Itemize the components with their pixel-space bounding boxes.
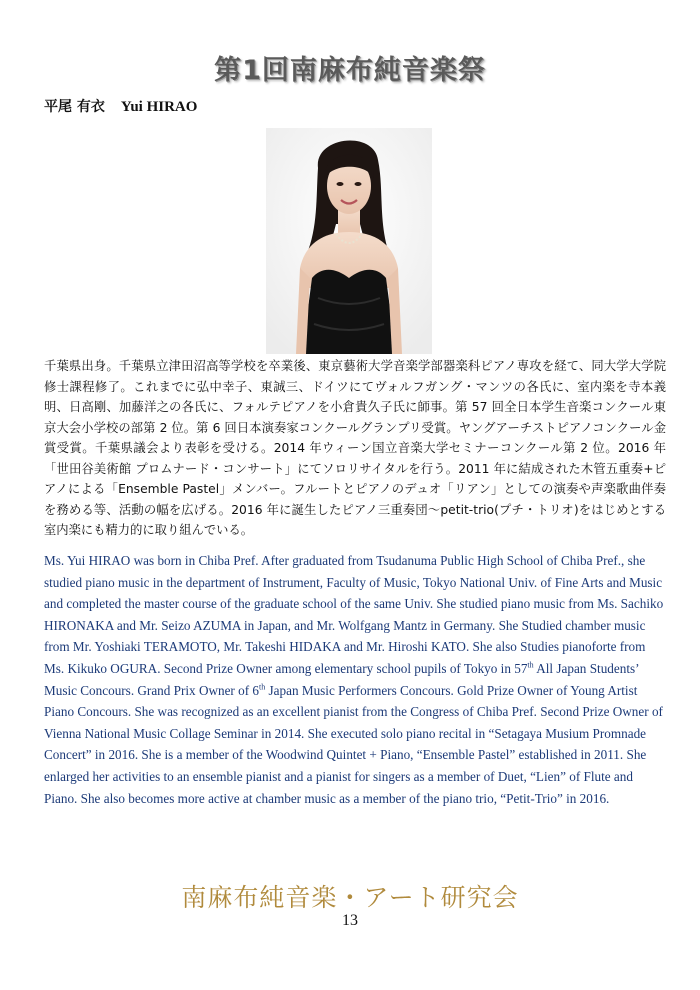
page-number: 13 [342, 912, 358, 929]
footer-organization: 南麻布純音楽・アート研究会 [181, 883, 519, 912]
performer-photo [266, 128, 432, 354]
performer-name [44, 96, 197, 116]
biography-english: Ms. Yui HIRAO was born in Chiba Pref. After graduated from Tsudanuma Public High School of Chiba Pref., she studied piano music in the department of Instrument, Faculty of Music, Tokyo National Univ. of Fine Arts and Music and completed the master course of the graduate school of the same Univ. She studied piano music from Ms. Sachiko HIRONAKA and Mr. Seizo AZUMA in Japan, and Mr. Wolfgang Mantz in Germany. She Studied chamber music from Mr. Yoshiaki TERAMOTO, Mr. Takeshi HIDAKA and Mr. Hiroshi KATO. She also Studies pianoforte from Ms. Kikuko OGURA. Second Prize Owner among elementary school pupils of Tokyo in 57th All Japan Students’ Music Concours. Grand Prix Owner of 6th Japan Music Performers Concours. Gold Prize Owner of Young Artist Piano Concours. She was recognized as an excellent pianist from the Congress of Chiba Pref. Second Prize Owner of Vienna National Music Collage Seminar in 2014. She executed solo piano recital in “Setagaya Musium Promnade Concert” in 2016. She is a member of the Woodwind Quintet + Piano, “Ensemble Pastel” established in 2011. She enlarged her activities to an ensemble pianist and a pianist for singers as a member of Duet, “Lien” of Flute and Piano. She also becomes more active at chamber music as a member of the piano trio, “Petit-Trio” in 2016. [44, 553, 664, 806]
performer-name-ja: 平尾 有衣 [44, 99, 105, 115]
biography-japanese: 千葉県出身。千葉県立津田沼高等学校を卒業後、東京藝術大学音楽学部器楽科ピアノ専攻を経て、同大学大学院修士課程修了。これまでに弘中幸子、東誠三、ドイツにてヴォルフガング・マンツの各氏に、室内楽を寺本義明、日高剛、加藤洋之の各氏に、フォルテピアノを小倉貴久子氏に師事。第 57 回全日本学生音楽コンクール東京大会小学校の部第 2 位。第 6 回日本演奏家コンクールグランプリ受賞。ヤングアーチストピアノコンクール金賞受賞。千葉県議会より表彰を受ける。2014 年ウィーン国立音楽大学セミナーコンクール第 2 位。2016 年「世田谷美術館 プロムナード・コンサート」にてソロリサイタルを行う。2011 年に結成された木管五重奏+ピアノによる「Ensemble Pastel」メンバー。フルートとピアノのデュオ「リアン」としての演奏や声楽歌曲伴奏を務める等、活動の幅を広げる。2016 年に誕生したピアノ三重奏団～petit-trio(プチ・トリオ)をはじめとする室内楽にも精力的に取り組んでいる。 [44, 359, 666, 537]
page-title: 第1回南麻布純音楽祭 [214, 55, 486, 86]
performer-name-en: Yui HIRAO [120, 99, 198, 115]
